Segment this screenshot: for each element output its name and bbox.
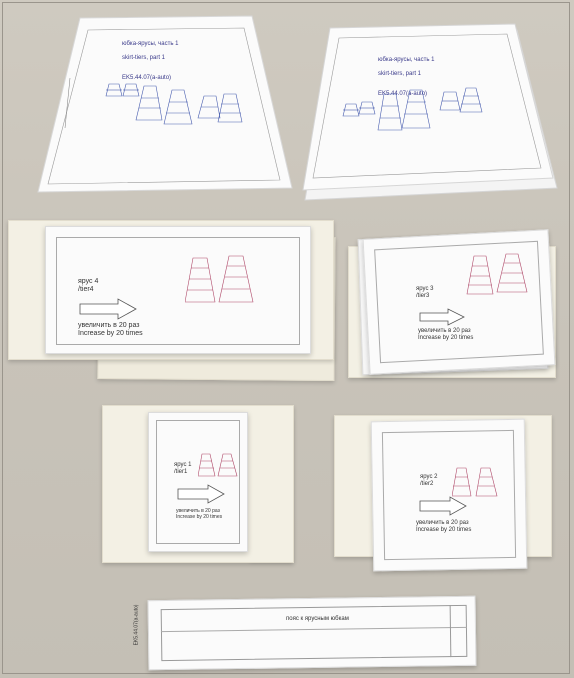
yoke-pattern-1-line1: юбка-ярусы, часть 1 [122, 40, 179, 47]
tier3-enlarge-ru: увеличить в 20 раз [418, 328, 471, 334]
yoke-pattern-2-line1: юбка-ярусы, часть 1 [378, 56, 435, 63]
tier2-title [420, 474, 437, 488]
tier1-arrow-icon [176, 484, 226, 504]
tier4-enlarge-en: Increase by 20 times [78, 330, 143, 338]
yoke-pattern-2-line2: skirt-tiers, part 1 [378, 70, 422, 77]
tier1-en: /tier1 [174, 469, 188, 476]
skirt-drawings-1 [104, 76, 254, 136]
yoke-pattern-1-label [122, 34, 212, 82]
tier1-skirt-icons [198, 452, 240, 478]
yoke-pattern-1-code: EK5.44.07(a-auto) [122, 75, 172, 82]
tier1-label-sheet [148, 412, 248, 552]
yoke-pattern-1-line2: skirt-tiers, part 1 [122, 54, 166, 61]
belt-pattern-strip [148, 596, 477, 671]
tier4-enlarge [78, 322, 143, 339]
tier3-arrow-icon [418, 308, 466, 326]
tier1-enlarge-ru: увеличить в 20 раз [176, 508, 220, 514]
yoke-pattern-2-code: EK5.44.07(a-auto) [378, 91, 428, 98]
tier4-title [78, 278, 98, 295]
tier2-enlarge-en: Increase by 20 times [416, 527, 472, 534]
tier1-ru: ярус 1 [174, 462, 192, 468]
tier3-skirt-icons [466, 252, 536, 298]
tier2-enlarge-ru: увеличить в 20 раз [416, 520, 469, 526]
tier2-arrow-icon [418, 496, 468, 516]
belt-side-code: EK5.44.07(a-auto) [133, 604, 140, 646]
tier1-enlarge [176, 508, 222, 520]
skirt-drawings-2 [342, 84, 492, 144]
tier2-en: /tier2 [420, 481, 434, 488]
tier1-enlarge-en: Increase by 20 times [176, 514, 223, 520]
tier1-title [174, 462, 191, 476]
tier2-ru: ярус 2 [420, 474, 438, 480]
tier4-en: /tier4 [78, 286, 94, 294]
tier4-ru: ярус 4 [78, 278, 99, 285]
belt-title: пояс к ярусным юбкам [286, 616, 349, 622]
tier3-en: /tier3 [416, 293, 430, 300]
tier4-arrow-icon [78, 298, 138, 320]
tier3-ru: ярус 3 [416, 286, 434, 292]
tier4-enlarge-ru: увеличить в 20 раз [78, 322, 140, 329]
tier4-skirt-icons [185, 254, 265, 306]
tier3-enlarge-en: Increase by 20 times [418, 335, 474, 342]
tier3-title [416, 286, 433, 300]
tier3-enlarge [418, 328, 473, 342]
tier2-skirt-icons [452, 466, 500, 498]
tier2-label-sheet [371, 419, 528, 572]
tier2-enlarge [416, 520, 471, 534]
